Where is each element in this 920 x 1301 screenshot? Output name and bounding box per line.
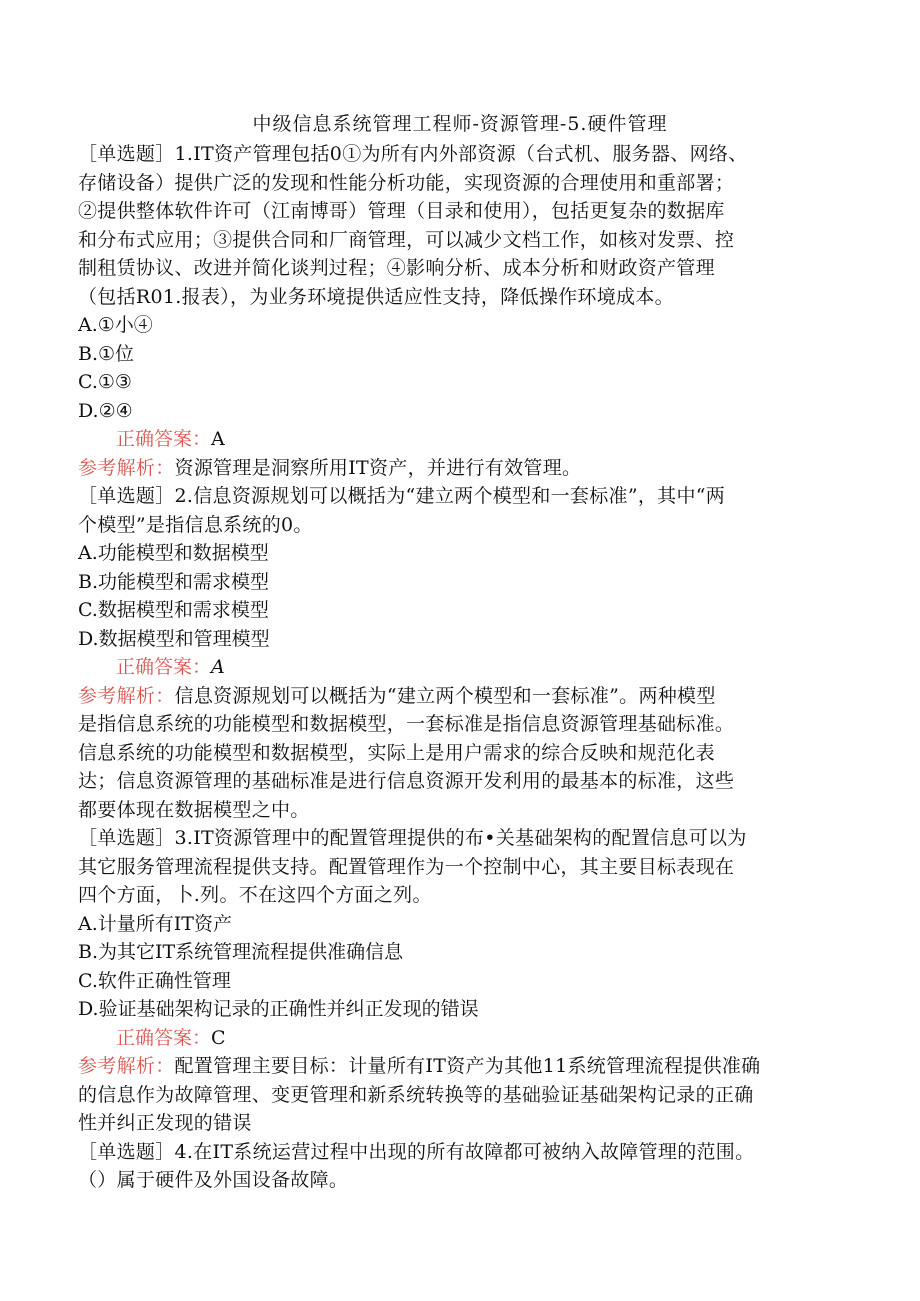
question-text-line: 四个方面，卜.列。不在这四个方面之列。 (78, 884, 432, 906)
explanation (78, 1052, 842, 1138)
explanation-label: 参考解析： (78, 1055, 175, 1077)
explanation-label: 参考解析： (78, 456, 175, 479)
question-text-line: （包括R01.报表），为业务环境提供适应性支持，降低操作环境成本。 (78, 285, 674, 308)
document-title: 中级信息系统管理工程师-资源管理-5.硬件管理 (252, 113, 668, 135)
correct-answer (78, 653, 842, 682)
question-4 (78, 1138, 842, 1195)
question-text-line: ②提供整体软件许可（江南博哥）管理（目录和使用），包括更复杂的数据库 (78, 200, 725, 222)
question-text-line: 制租赁协议、改进并简化谈判过程；④影响分析、成本分析和财政资产管理 (78, 257, 715, 279)
option-b: B.功能模型和需求模型 (78, 570, 270, 593)
explanation-text-line: 都要体现在数据模型之中。 (78, 798, 310, 821)
question-text-line: ［单选题］3.IT资源管理中的配置管理提供的布•关基础架构的配置信息可以为 (78, 827, 747, 849)
explanation (78, 454, 842, 483)
answer-label: 正确答案： (116, 1026, 212, 1049)
question-text-line: 存储设备）提供广泛的发现和性能分析功能，实现资源的合理使用和重部署； (78, 171, 735, 194)
option-c: C.软件正确性管理 (78, 969, 231, 992)
explanation-text-line: 配置管理主要目标：计量所有IT资产为其他11系统管理流程提供准确 (174, 1055, 761, 1077)
question-text-line: 其它服务管理流程提供支持。配置管理作为一个控制中心，其主要目标表现在 (78, 855, 735, 878)
option-a: A.①小④ (78, 314, 153, 336)
question-text-line: ［单选题］1.IT资产管理包括0①为所有内外部资源（台式机、服务器、网络、 (78, 143, 748, 165)
document-page (78, 108, 842, 1195)
explanation-text-line: 的信息作为故障管理、变更管理和新系统转换等的基础验证基础架构记录的正确 (78, 1083, 754, 1106)
explanation-text-line: 信息资源规划可以概括为“建立两个模型和一套标准”。两种模型 (174, 684, 716, 707)
question-text-line: （）属于硬件及外国设备故障。 (78, 1169, 349, 1191)
question-3 (78, 824, 842, 910)
explanation-label: 参考解析： (78, 684, 175, 707)
question-text-line: ［单选题］4.在IT系统运营过程中出现的所有故障都可被纳入故障管理的范围。 (78, 1140, 755, 1163)
option-d: D.数据模型和管理模型 (78, 627, 270, 650)
option-c: C.①③ (78, 371, 132, 393)
question-2 (78, 482, 842, 539)
question-text-line: 个模型”是指信息系统的0。 (78, 513, 313, 536)
option-d: D.验证基础架构记录的正确性并纠正发现的错误 (78, 998, 479, 1020)
answer-value: A (211, 428, 225, 450)
question-text-line: ［单选题］2.信息资源规划可以概括为“建立两个模型和一套标准”，其中“两 (78, 485, 726, 507)
option-b: B.为其它IT系统管理流程提供准确信息 (78, 941, 404, 963)
explanation-text-line: 资源管理是洞察所用IT资产，并进行有效管理。 (174, 456, 582, 479)
explanation (78, 682, 842, 825)
explanation-text-line: 是指信息系统的功能模型和数据模型，一套标准是指信息资源管理基础标准。 (78, 713, 735, 735)
explanation-text-line: 信息系统的功能模型和数据模型，实际上是用户需求的综合反映和规范化表 (78, 741, 715, 764)
explanation-text-line: 达；信息资源管理的基础标准是进行信息资源开发利用的最基本的标准，这些 (78, 770, 735, 792)
option-c: C.数据模型和需求模型 (78, 599, 269, 621)
question-text-line: 和分布式应用；③提供合同和厂商管理，可以减少文档工作，如核对发票、控 (78, 228, 735, 251)
option-a: A.功能模型和数据模型 (78, 542, 269, 564)
question-1 (78, 140, 842, 311)
explanation-text-line: 性并纠正发现的错误 (78, 1112, 252, 1134)
answer-value: A (211, 656, 225, 678)
option-d: D.②④ (78, 399, 133, 422)
correct-answer (78, 1024, 842, 1053)
answer-label: 正确答案： (116, 656, 212, 678)
answer-label: 正确答案： (116, 428, 212, 450)
correct-answer (78, 425, 842, 454)
answer-value: C (211, 1026, 226, 1049)
option-b: B.①位 (78, 342, 135, 365)
option-a: A.计量所有IT资产 (78, 912, 232, 935)
